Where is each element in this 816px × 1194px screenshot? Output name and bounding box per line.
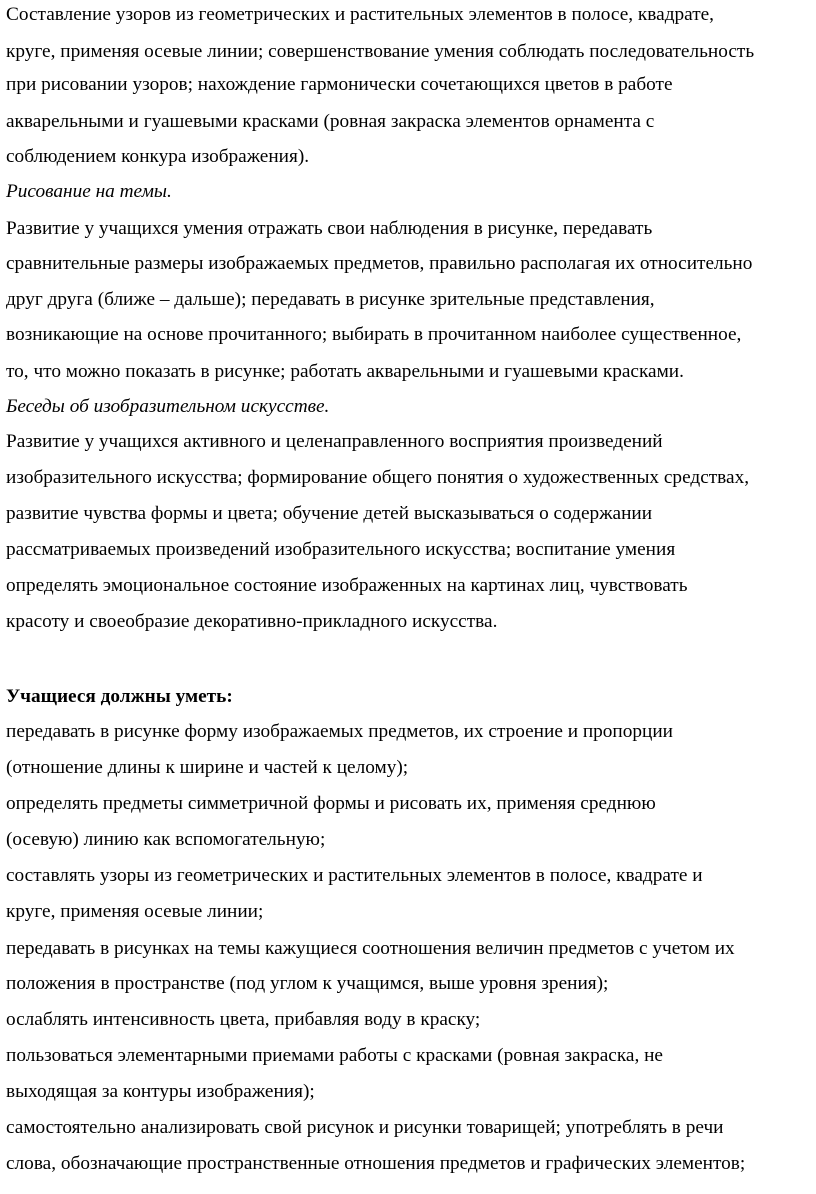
list-item-line: составлять узоры из геометрических и растительных элементов в полосе, квадрате и xyxy=(6,865,703,886)
list-item-line: выходящая за контуры изображения); xyxy=(6,1081,315,1102)
list-item-line: передавать в рисунках на темы кажущиеся соотношения величин предметов с учетом их xyxy=(6,938,735,959)
paragraph-line: акварельными и гуашевыми красками (ровная закраска элементов орнамента с xyxy=(6,111,655,132)
paragraph-line: при рисовании узоров; нахождение гармонически сочетающихся цветов в работе xyxy=(6,74,673,95)
paragraph-line: изобразительного искусства; формирование общего понятия о художественных средствах, xyxy=(6,467,750,488)
paragraph-line: Развитие у учащихся умения отражать свои наблюдения в рисунке, передавать xyxy=(6,218,653,239)
paragraph-line: определять эмоциональное состояние изображенных на картинах лиц, чувствовать xyxy=(6,575,688,596)
list-item-line: определять предметы симметричной формы и рисовать их, применяя среднюю xyxy=(6,793,656,814)
list-item-line: ослаблять интенсивность цвета, прибавляя воду в краску; xyxy=(6,1009,481,1030)
list-item-line: пользоваться элементарными приемами работы с красками (ровная закраска, не xyxy=(6,1045,663,1066)
section-heading-students-must: Учащиеся должны уметь: xyxy=(6,686,233,707)
list-item-line: (отношение длины к ширине и частей к целому); xyxy=(6,757,409,778)
list-item-line: круге, применяя осевые линии; xyxy=(6,901,264,922)
paragraph-line: сравнительные размеры изображаемых предметов, правильно располагая их относительно xyxy=(6,253,753,274)
paragraph-line: то, что можно показать в рисунке; работать акварельными и гуашевыми красками. xyxy=(6,361,684,382)
paragraph-line: развитие чувства формы и цвета; обучение детей высказываться о содержании xyxy=(6,503,653,524)
paragraph-line: соблюдением конкура изображения). xyxy=(6,146,310,167)
paragraph-line: красоту и своеобразие декоративно-прикладного искусства. xyxy=(6,611,498,632)
list-item-line: положения в пространстве (под углом к учащимся, выше уровня зрения); xyxy=(6,973,609,994)
paragraph-line: рассматриваемых произведений изобразительного искусства; воспитание умения xyxy=(6,539,676,560)
paragraph-line: круге, применяя осевые линии; совершенствование умения соблюдать последовательность xyxy=(6,41,755,62)
section-heading-art-talks: Беседы об изобразительном искусстве. xyxy=(6,396,330,417)
list-item-line: (осевую) линию как вспомогательную; xyxy=(6,829,326,850)
list-item-line: передавать в рисунке форму изображаемых предметов, их строение и пропорции xyxy=(6,721,673,742)
list-item-line: самостоятельно анализировать свой рисунок и рисунки товарищей; употреблять в речи xyxy=(6,1117,724,1138)
paragraph-line: друг друга (ближе – дальше); передавать в рисунке зрительные представления, xyxy=(6,289,655,310)
paragraph-line: возникающие на основе прочитанного; выбирать в прочитанном наиболее существенное, xyxy=(6,324,742,345)
paragraph-line: Составление узоров из геометрических и растительных элементов в полосе, квадрате, xyxy=(6,4,715,25)
section-heading-drawing-on-themes: Рисование на темы. xyxy=(6,181,172,202)
paragraph-line: Развитие у учащихся активного и целенаправленного восприятия произведений xyxy=(6,431,663,452)
list-item-line: слова, обозначающие пространственные отношения предметов и графических элементов; xyxy=(6,1153,746,1174)
